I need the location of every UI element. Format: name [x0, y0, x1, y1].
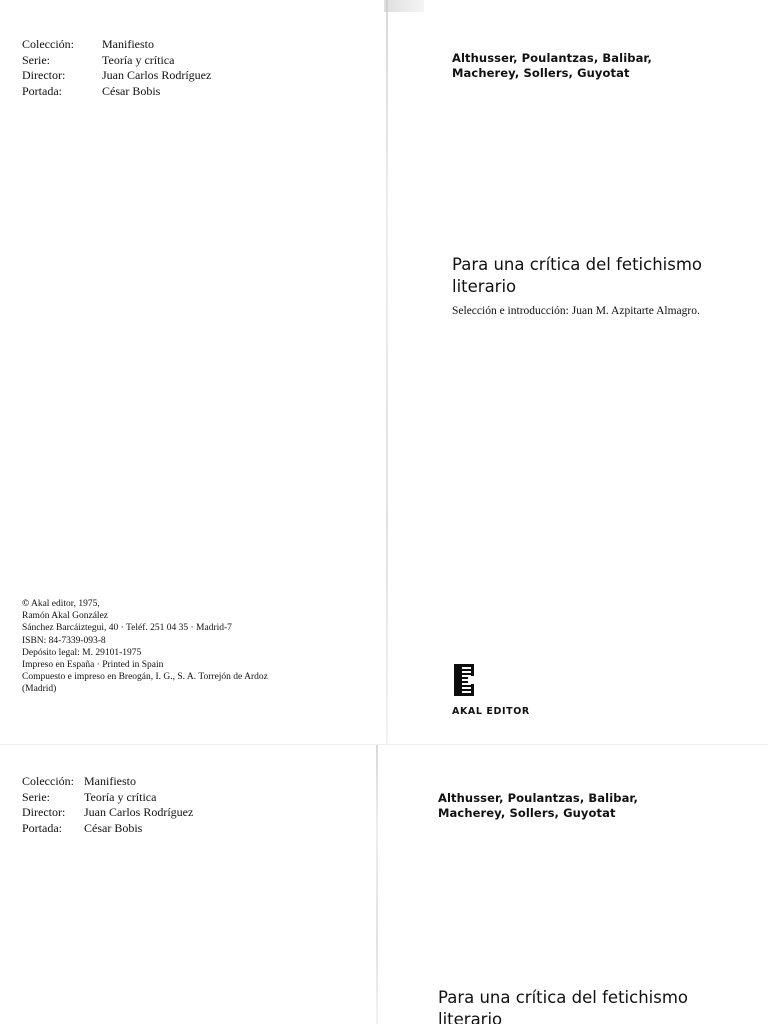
credits-row-coleccion	[22, 37, 211, 53]
book-title	[452, 254, 702, 298]
credits-row-coleccion	[22, 774, 193, 790]
book-spread-2	[0, 745, 768, 1024]
credit-label: Serie:	[22, 789, 50, 804]
book-title	[438, 987, 688, 1024]
credit-value: César Bobis	[84, 820, 143, 835]
credit-label: Portada:	[22, 83, 62, 98]
imprint-line: (Madrid)	[22, 684, 57, 695]
authors-line: Macherey, Sollers, Guyotat	[438, 806, 616, 820]
imprint-block	[22, 598, 362, 696]
credit-label: Colección:	[22, 37, 74, 51]
copyright-page	[0, 745, 380, 1024]
credit-label: Director:	[22, 805, 66, 819]
credits-row-director	[22, 805, 193, 821]
credit-label: Director:	[22, 68, 66, 82]
credit-value: Manifiesto	[84, 774, 136, 788]
authors-line: Althusser, Poulantzas, Balibar,	[452, 51, 652, 65]
imprint-line: Ramón Akal González	[22, 611, 109, 622]
copyright-line	[22, 598, 362, 610]
credit-value: César Bobis	[102, 83, 161, 98]
credits-row-serie	[22, 53, 211, 69]
title-page	[386, 745, 768, 1024]
imprint-line: Impreso en España · Printed in Spain	[22, 660, 164, 671]
book-title-line: Para una crítica del fetichismo	[438, 988, 688, 1007]
credits-table	[22, 37, 211, 99]
credits-row-serie	[22, 790, 193, 806]
imprint-line: Sánchez Barcáiztegui, 40 · Teléf. 251 04 35 · Madrid-7	[22, 623, 232, 634]
book-title-line: literario	[438, 1010, 503, 1024]
authors-line: Macherey, Sollers, Guyotat	[452, 66, 630, 80]
credit-value: Juan Carlos Rodríguez	[102, 68, 212, 82]
credit-value: Teoría y crítica	[102, 52, 175, 67]
copyright-text: Akal editor, 1975,	[30, 599, 100, 609]
authors	[452, 51, 652, 81]
credit-value: Teoría y crítica	[84, 789, 157, 804]
copyright-page	[0, 0, 380, 745]
authors-line: Althusser, Poulantzas, Balibar,	[438, 791, 638, 805]
credit-value: Juan Carlos Rodríguez	[84, 805, 194, 819]
authors	[438, 791, 638, 821]
credits-row-portada	[22, 84, 211, 100]
credits-row-director	[22, 68, 211, 84]
credits-row-portada	[22, 821, 193, 837]
imprint-line: ISBN: 84-7339-093-8	[22, 635, 106, 646]
credit-label: Portada:	[22, 820, 62, 835]
book-title-line: literario	[452, 277, 517, 296]
credits-table	[22, 774, 193, 836]
credit-label: Serie:	[22, 52, 50, 67]
credit-value: Manifiesto	[102, 37, 154, 51]
imprint-line: Depósito legal: M. 29101-1975	[22, 647, 142, 658]
copyright-icon: ©	[22, 599, 30, 609]
publisher-name: AKAL EDITOR	[452, 706, 530, 717]
credit-label: Colección:	[22, 774, 74, 788]
imprint-line: Compuesto e impreso en Breogán, I. G., S. A. Torrejón de Ardoz	[22, 672, 268, 683]
book-title-line: Para una crítica del fetichismo	[452, 255, 702, 274]
akal-logo-icon	[454, 664, 474, 696]
title-page	[386, 0, 768, 745]
editor-credit: Selección e introducción: Juan M. Azpitarte Almagro.	[452, 305, 700, 317]
